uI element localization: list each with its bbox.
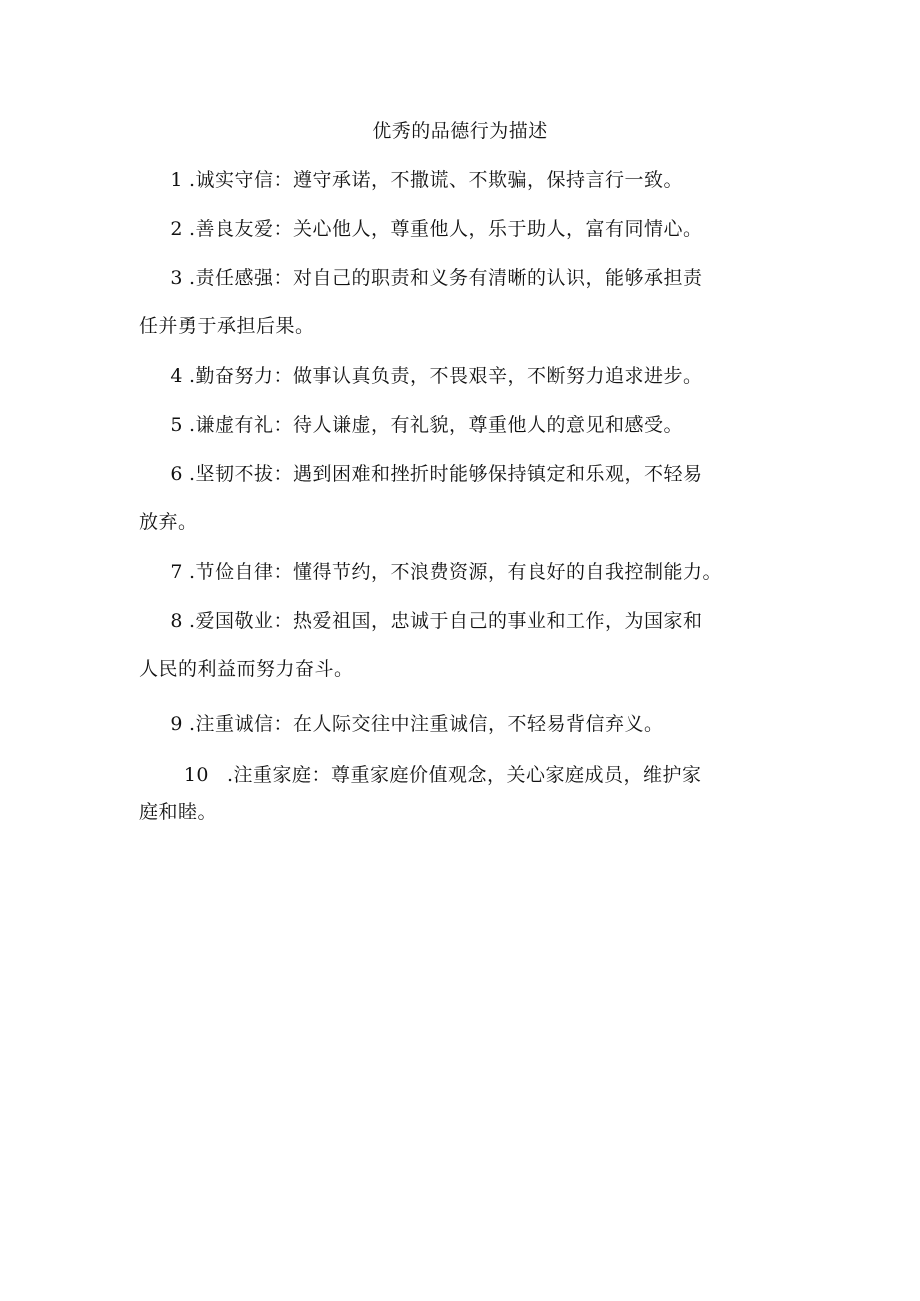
- item-line: [139, 597, 787, 645]
- item-number: 1: [170, 169, 183, 191]
- item-line: [139, 450, 787, 498]
- item-continuation: 庭和睦。: [139, 801, 218, 823]
- item-text: .谦虚有礼：待人谦虚，有礼貌，尊重他人的意见和感受。: [189, 414, 684, 436]
- item-text: .坚韧不拔：遇到困难和挫折时能够保持镇定和乐观，不轻易: [189, 463, 703, 485]
- item-text: .善良友爱：关心他人，尊重他人，乐于助人，富有同情心。: [189, 218, 703, 240]
- item-text: .爱国敬业：热爱祖国，忠诚于自己的事业和工作，为国家和: [189, 610, 703, 632]
- item-number: 6: [170, 463, 183, 485]
- item-line: [139, 700, 787, 748]
- item-continuation: 任并勇于承担后果。: [139, 315, 315, 337]
- item-number: 3: [170, 267, 183, 289]
- list-item-8: [139, 597, 787, 693]
- item-line: [139, 548, 787, 596]
- list-item-1: [139, 156, 787, 204]
- item-number: 9: [170, 713, 183, 735]
- list-item-4: [139, 352, 787, 400]
- item-line: [139, 205, 787, 253]
- item-number: 8: [170, 610, 183, 632]
- item-continuation: 人民的利益而努力奋斗。: [139, 658, 354, 680]
- list-item-5: [139, 401, 787, 449]
- item-line: [139, 752, 787, 798]
- list-item-7: [139, 548, 787, 596]
- document-title: 优秀的品德行为描述: [372, 120, 548, 142]
- item-text: .责任感强：对自己的职责和义务有清晰的认识，能够承担责: [189, 267, 703, 289]
- item-continuation: 放弃。: [139, 511, 198, 533]
- item-number: 5: [170, 414, 183, 436]
- item-number: 7: [170, 561, 183, 583]
- item-line: [139, 352, 787, 400]
- item-number: 2: [170, 218, 183, 240]
- item-line: [139, 401, 787, 449]
- item-line: [139, 156, 787, 204]
- item-text: .注重诚信：在人际交往中注重诚信，不轻易背信弃义。: [189, 713, 664, 735]
- item-text: .节俭自律：懂得节约，不浪费资源，有良好的自我控制能力。: [189, 561, 723, 583]
- item-number: 4: [170, 365, 183, 387]
- item-text: .注重家庭：尊重家庭价值观念，关心家庭成员，维护家: [227, 764, 702, 786]
- item-text: .诚实守信：遵守承诺，不撒谎、不欺骗，保持言行一致。: [189, 169, 684, 191]
- list-item-6: [139, 450, 787, 546]
- item-text: .勤奋努力：做事认真负责，不畏艰辛，不断努力追求进步。: [189, 365, 703, 387]
- list-item-3: [139, 254, 787, 350]
- list-item-9: [139, 700, 787, 748]
- list-item-10: [139, 752, 787, 826]
- item-number: 10: [183, 764, 209, 786]
- list-item-2: [139, 205, 787, 253]
- item-line: [139, 254, 787, 302]
